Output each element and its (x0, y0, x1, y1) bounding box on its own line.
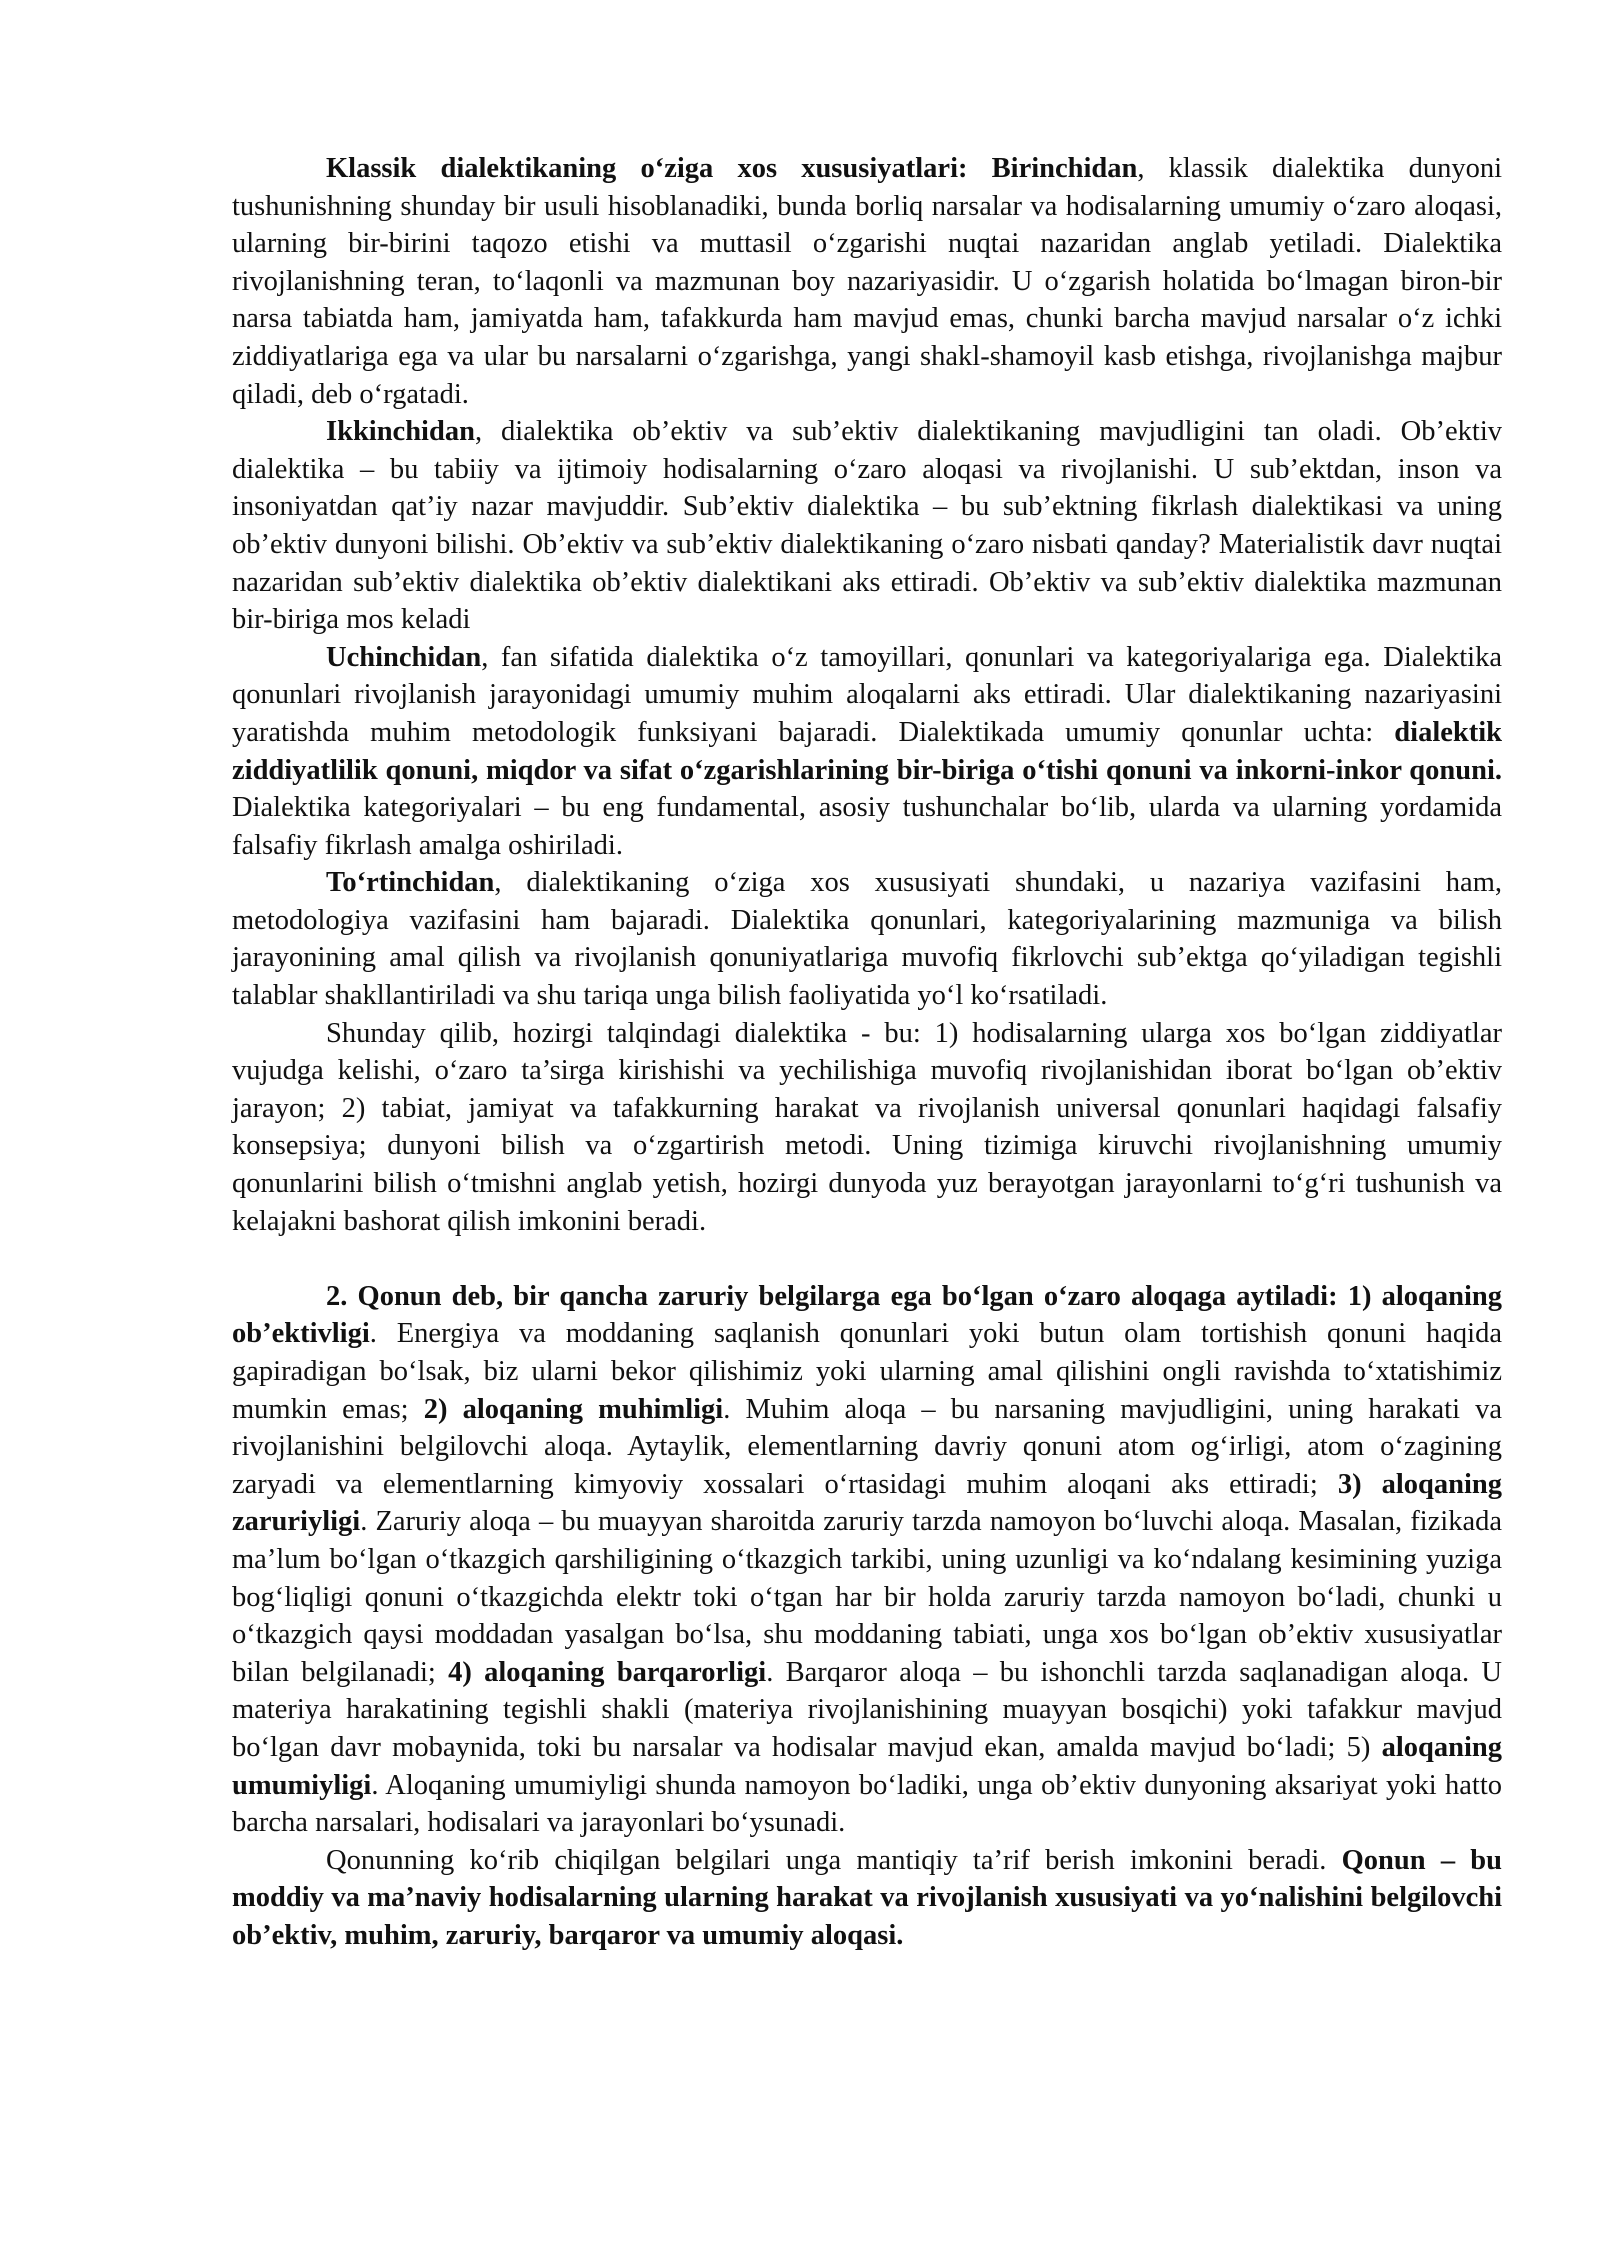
text-run: 4) aloqaning barqarorligi (448, 1656, 767, 1688)
text-run: . Barqaror aloqa – bu ishonchli tarzda saqlanadigan aloqa. U materiya harakatining tegishli shakli (materiya rivojlanishining muayyan bosqichi) yoki tafakkur mavjud bo‘lgan davr mobaynida, toki bu narsalar va hodisalar mavjud ekan, amalda mavjud bo‘ladi; 5) (232, 1656, 1502, 1763)
text-run: , fan sifatida dialektika o‘z tamoyillari, qonunlari va kategoriyalariga ega. Dialektika qonunlari rivojlanish jarayonidagi umumiy muhim aloqalarni aks ettiradi. Ular dialektikaning nazariyasini yaratishda muhim metodologik funksiyani bajaradi. Dialektikada umumiy qonunlar uchta: (232, 641, 1502, 748)
paragraph-6 (232, 1278, 1502, 1842)
paragraph-2 (232, 413, 1502, 639)
text-run: To‘rtinchidan (326, 867, 495, 899)
text-run: . Energiya va moddaning saqlanish qonunlari yoki butun olam tortishish qonuni haqida gapiradigan bo‘lsak, biz ularni bekor qilishimiz yoki ularning amal qilishini ongli ravishda to‘xtatishimiz mumkin emas; (232, 1318, 1502, 1425)
paragraph-1 (232, 150, 1502, 413)
text-run: aloqaning umumiyligi (232, 1731, 1502, 1801)
text-run: 2) aloqaning muhimligi (423, 1393, 724, 1425)
text-run: Qonun – bu moddiy va ma’naviy hodisalarning ularning harakat va rivojlanish xususiyati va yo‘nalishini belgilovchi ob’ektiv, muhim, zaruriy, barqaror va umumiy aloqasi. (232, 1844, 1502, 1951)
text-run: 2. Qonun deb, bir qancha zaruriy belgilarga ega bo‘lgan o‘zaro aloqaga aytiladi: 1) aloqaning ob’ektivligi (232, 1280, 1502, 1350)
text-run: Uchinchidan (326, 641, 482, 673)
text-run: Dialektika kategoriyalari – bu eng fundamental, asosiy tushunchalar bo‘lib, ularda va ularning yordamida falsafiy fikrlash amalga oshiriladi. (232, 792, 1502, 861)
document-page (232, 150, 1502, 1955)
text-run: 3) aloqaning zaruriyligi (232, 1468, 1502, 1538)
text-run: . Aloqaning umumiyligi shunda namoyon bo‘ladiki, unga ob’ektiv dunyoning aksariyat yoki hatto barcha narsalari, hodisalari va jarayonlari bo‘ysunadi. (232, 1769, 1502, 1839)
text-run: . Muhim aloqa – bu narsaning mavjudligini, uning harakati va rivojlanishini belgilovchi aloqa. Aytaylik, elementlarning davriy qonuni atom og‘irligi, atom o‘zagining zaryadi va elementlarning kimyoviy xossalari o‘rtasidagi muhim aloqani aks ettiradi; (232, 1393, 1503, 1500)
text-run: , dialektikaning o‘ziga xos xususiyati shundaki, u nazariya vazifasini ham, metodologiya vazifasini ham bajaradi. Dialektika qonunlari, kategoriyalarining mazmuniga va bilish jarayonining amal qilish va rivojlanish qonuniyatlariga muvofiq fikrlovchi sub’ektga qo‘yiladigan tegishli talablar shakllantiriladi va shu tariqa unga bilish faoliyatida yo‘l ko‘rsatiladi. (232, 867, 1502, 1012)
text-run: Ikkinchidan (326, 416, 475, 448)
text-run: , dialektika ob’ektiv va sub’ektiv dialektikaning mavjudligini tan oladi. Ob’ektiv dialektika – bu tabiiy va ijtimoiy hodisalarning o‘zaro aloqasi va rivojlanishi. U sub’ektdan, inson va insoniyatdan qat’iy nazar mavjuddir. Sub’ektiv dialektika – bu sub’ektning fikrlash dialektikasi va uning ob’ektiv dunyoni bilishi. Ob’ektiv va sub’ektiv dialektikaning o‘zaro nisbati qanday? Materialistik davr nuqtai nazaridan sub’ektiv dialektika ob’ektiv dialektikani aks ettiradi. Ob’ektiv va sub’ektiv dialektika mazmunan bir-biriga mos keladi (232, 416, 1502, 636)
paragraph-3 (232, 639, 1502, 865)
text-run: , klassik dialektika dunyoni tushunishning shunday bir usuli hisoblanadiki, bunda borliq narsalar va hodisalarning umumiy o‘zaro aloqasi, ularning bir-birini taqozo etishi va muttasil o‘zgarishi nuqtai nazaridan anglab yetiladi. Dialektika rivojlanishning teran, to‘laqonli va mazmunan boy nazariyasidir. U o‘zgarish holatida bo‘lmagan biron-bir narsa tabiatda ham, jamiyatda ham, tafakkurda ham mavjud emas, chunki barcha mavjud narsalar o‘z ichki ziddiyatlariga ega va ular bu narsalarni o‘zgarishga, yangi shakl-shamoyil kasb etishga, rivojlanishga majbur qiladi, deb o‘rgatadi. (232, 153, 1502, 410)
paragraph-7 (232, 1842, 1502, 1955)
paragraph-5 (232, 1015, 1502, 1241)
text-run: dialektik ziddiyatlilik qonuni, miqdor va sifat o‘zgarishlarining bir-biriga o‘tishi qonuni va inkorni-inkor qonuni. (232, 716, 1502, 786)
text-run: Qonunning ko‘rib chiqilgan belgilari unga mantiqiy ta’rif berish imkonini beradi. (326, 1844, 1342, 1876)
text-run: . Zaruriy aloqa – bu muayyan sharoitda zaruriy tarzda namoyon bo‘luvchi aloqa. Masalan, fizikada ma’lum bo‘lgan o‘tkazgich qarshiligining o‘tkazgich tarkibi, uning uzunligi va ko‘ndalang kesimining yuziga bog‘liqligi qonuni o‘tkazgichda elektr toki o‘tgan har bir holda zaruriy tarzda namoyon bo‘ladi, chunki u o‘tkazgich qaysi moddadan yasalgan bo‘lsa, shu moddaning tabiati, unga xos bo‘lgan ob’ektiv xususiyatlar bilan belgilanadi; (232, 1506, 1502, 1688)
paragraph-4 (232, 864, 1502, 1014)
text-run: Klassik dialektikaning o‘ziga xos xususiyatlari: Birinchidan (326, 153, 1138, 184)
text-run: Shunday qilib, hozirgi talqindagi dialektika - bu: 1) hodisalarning ularga xos bo‘lgan ziddiyatlar vujudga kelishi, o‘zaro ta’sirga kirishishi va yechilishiga muvofiq rivojlanishidan iborat bo‘lgan ob’ektiv jarayon; 2) tabiat, jamiyat va tafakkurning harakat va rivojlanish universal qonunlari haqidagi falsafiy konsepsiya; dunyoni bilish va o‘zgartirish metodi. Uning tizimiga kiruvchi rivojlanishning umumiy qonunlarini bilish o‘tmishni anglab yetish, hozirgi dunyoda yuz berayotgan jarayonlarni to‘g‘ri tushunish va kelajakni bashorat qilish imkonini beradi. (232, 1017, 1502, 1237)
